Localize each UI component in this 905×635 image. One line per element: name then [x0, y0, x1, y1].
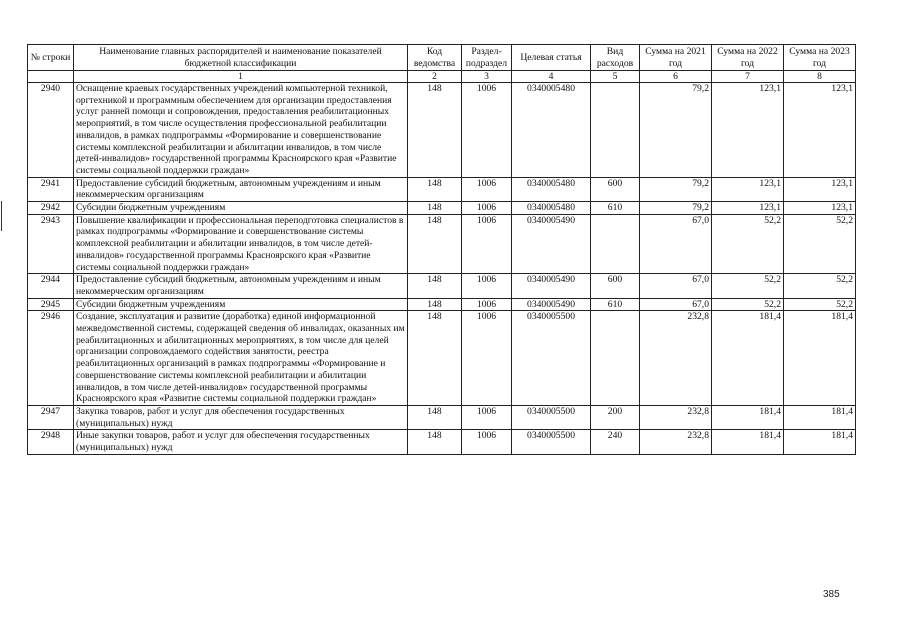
- table-row: [28, 214, 856, 274]
- column-number: 2: [408, 71, 462, 83]
- header-department-code: Код ведомства: [408, 45, 462, 71]
- department-code-cell: 148: [408, 298, 462, 311]
- expense-type-cell: [591, 311, 640, 406]
- column-number-row: [28, 71, 856, 83]
- target-article-cell: 0340005490: [512, 298, 591, 311]
- table-row: [28, 311, 856, 406]
- section-cell: 1006: [462, 202, 512, 215]
- sum-2023-cell: 181,4: [784, 405, 856, 429]
- expense-type-cell: [591, 83, 640, 178]
- sum-2021-cell: 79,2: [640, 83, 712, 178]
- scan-margin-mark: [1, 201, 2, 231]
- sum-2023-cell: 123,1: [784, 202, 856, 215]
- row-name-cell: Оснащение краевых государственных учреждений компьютерной техникой, оргтехникой и программным обеспечением для организации предоставления услуг ранней помощи и сопровождения, предоставления реабилитационных мероприятий, в том числе осуществления профессиональной реабилитации инвалидов, в рамках подпрограммы «Формирование и совершенствование системы комплексной реабилитации и абилитации инвалидов, в том числе детей-инвалидов» государственной программы Красноярского края «Развитие системы социальной поддержки граждан»: [74, 83, 408, 178]
- sum-2023-cell: 181,4: [784, 311, 856, 406]
- section-cell: 1006: [462, 311, 512, 406]
- department-code-cell: 148: [408, 214, 462, 274]
- department-code-cell: 148: [408, 274, 462, 298]
- sum-2023-cell: 52,2: [784, 274, 856, 298]
- target-article-cell: 0340005480: [512, 202, 591, 215]
- expense-type-cell: 600: [591, 177, 640, 201]
- expense-type-cell: 600: [591, 274, 640, 298]
- row-name-cell: Предоставление субсидий бюджетным, автономным учреждениям и иным некоммерческим организациям: [74, 177, 408, 201]
- row-number-cell: 2946: [28, 311, 74, 406]
- section-cell: 1006: [462, 214, 512, 274]
- department-code-cell: 148: [408, 202, 462, 215]
- row-name-cell: Закупка товаров, работ и услуг для обеспечения государственных (муниципальных) нужд: [74, 405, 408, 429]
- header-target-article: Целевая статья: [512, 45, 591, 71]
- target-article-cell: 0340005500: [512, 405, 591, 429]
- target-article-cell: 0340005500: [512, 311, 591, 406]
- row-number-cell: 2948: [28, 430, 74, 454]
- section-cell: 1006: [462, 177, 512, 201]
- table-row: [28, 83, 856, 178]
- section-cell: 1006: [462, 405, 512, 429]
- section-cell: 1006: [462, 430, 512, 454]
- row-name-cell: Повышение квалификации и профессиональная переподготовка специалистов в рамках подпрограммы «Формирование и совершенствование системы комплексной реабилитации и абилитации инвалидов, в том числе детей-инвалидов» государственной программы Красноярского края «Развитие системы социальной поддержки граждан»: [74, 214, 408, 274]
- expense-type-cell: 240: [591, 430, 640, 454]
- column-number: 3: [462, 71, 512, 83]
- expense-type-cell: 610: [591, 298, 640, 311]
- target-article-cell: 0340005490: [512, 274, 591, 298]
- sum-2022-cell: 123,1: [712, 83, 784, 178]
- section-cell: 1006: [462, 83, 512, 178]
- row-number-cell: 2945: [28, 298, 74, 311]
- department-code-cell: 148: [408, 405, 462, 429]
- row-name-cell: Субсидии бюджетным учреждениям: [74, 202, 408, 215]
- expense-type-cell: 610: [591, 202, 640, 215]
- department-code-cell: 148: [408, 177, 462, 201]
- sum-2021-cell: 67,0: [640, 214, 712, 274]
- sum-2023-cell: 52,2: [784, 214, 856, 274]
- table-body: [28, 83, 856, 455]
- column-number: 4: [512, 71, 591, 83]
- column-number: 8: [784, 71, 856, 83]
- table-header-row: [28, 45, 856, 71]
- table-row: [28, 430, 856, 454]
- sum-2021-cell: 67,0: [640, 298, 712, 311]
- row-number-cell: 2941: [28, 177, 74, 201]
- column-number: 1: [74, 71, 408, 83]
- row-number-cell: 2940: [28, 83, 74, 178]
- page-number-text: 385: [823, 589, 840, 600]
- target-article-cell: 0340005480: [512, 177, 591, 201]
- sum-2022-cell: 181,4: [712, 405, 784, 429]
- row-number-cell: 2947: [28, 405, 74, 429]
- header-sum-2023: Сумма на 2023 год: [784, 45, 856, 71]
- header-section: Раздел-подраздел: [462, 45, 512, 71]
- sum-2022-cell: 123,1: [712, 202, 784, 215]
- sum-2023-cell: 123,1: [784, 83, 856, 178]
- department-code-cell: 148: [408, 311, 462, 406]
- sum-2021-cell: 67,0: [640, 274, 712, 298]
- header-sum-2022: Сумма на 2022 год: [712, 45, 784, 71]
- sum-2022-cell: 123,1: [712, 177, 784, 201]
- row-name-cell: Создание, эксплуатация и развитие (доработка) единой информационной межведомственной системы, содержащей сведения об инвалидах, оказанных им реабилитационных и абилитационных мероприятиях, в том числе для целей организации сопровождаемого содействия занятости, реестра реабилитационных организаций в рамках подпрограммы «Формирование и совершенствование системы комплексной реабилитации и абилитации инвалидов, в том числе детей-инвалидов» государственной программы Красноярского края «Развитие системы социальной поддержки граждан»: [74, 311, 408, 406]
- target-article-cell: 0340005500: [512, 430, 591, 454]
- sum-2022-cell: 181,4: [712, 311, 784, 406]
- sum-2023-cell: 52,2: [784, 298, 856, 311]
- column-number: 6: [640, 71, 712, 83]
- department-code-cell: 148: [408, 83, 462, 178]
- row-number-cell: 2944: [28, 274, 74, 298]
- sum-2022-cell: 52,2: [712, 298, 784, 311]
- sum-2021-cell: 79,2: [640, 202, 712, 215]
- table-row: [28, 177, 856, 201]
- sum-2023-cell: 123,1: [784, 177, 856, 201]
- sum-2022-cell: 181,4: [712, 430, 784, 454]
- table-row: [28, 274, 856, 298]
- row-name-cell: Предоставление субсидий бюджетным, автономным учреждениям и иным некоммерческим организациям: [74, 274, 408, 298]
- column-number: 5: [591, 71, 640, 83]
- column-number: [28, 71, 74, 83]
- table-row: [28, 405, 856, 429]
- target-article-cell: 0340005490: [512, 214, 591, 274]
- header-expense-type: Вид расходов: [591, 45, 640, 71]
- header-name: Наименование главных распорядителей и наименование показателей бюджетной классификации: [74, 45, 408, 71]
- target-article-cell: 0340005480: [512, 83, 591, 178]
- department-code-cell: 148: [408, 430, 462, 454]
- sum-2021-cell: 79,2: [640, 177, 712, 201]
- row-name-cell: Субсидии бюджетным учреждениям: [74, 298, 408, 311]
- sum-2021-cell: 232,8: [640, 405, 712, 429]
- sum-2022-cell: 52,2: [712, 214, 784, 274]
- table-row: [28, 298, 856, 311]
- header-sum-2021: Сумма на 2021 год: [640, 45, 712, 71]
- row-number-cell: 2942: [28, 202, 74, 215]
- table-row: [28, 202, 856, 215]
- sum-2023-cell: 181,4: [784, 430, 856, 454]
- sum-2022-cell: 52,2: [712, 274, 784, 298]
- expense-type-cell: 200: [591, 405, 640, 429]
- column-number: 7: [712, 71, 784, 83]
- budget-table: [27, 44, 856, 455]
- row-number-cell: 2943: [28, 214, 74, 274]
- expense-type-cell: [591, 214, 640, 274]
- sum-2021-cell: 232,8: [640, 430, 712, 454]
- sum-2021-cell: 232,8: [640, 311, 712, 406]
- row-name-cell: Иные закупки товаров, работ и услуг для обеспечения государственных (муниципальных) нужд: [74, 430, 408, 454]
- header-row-number: № строки: [28, 45, 74, 71]
- section-cell: 1006: [462, 298, 512, 311]
- section-cell: 1006: [462, 274, 512, 298]
